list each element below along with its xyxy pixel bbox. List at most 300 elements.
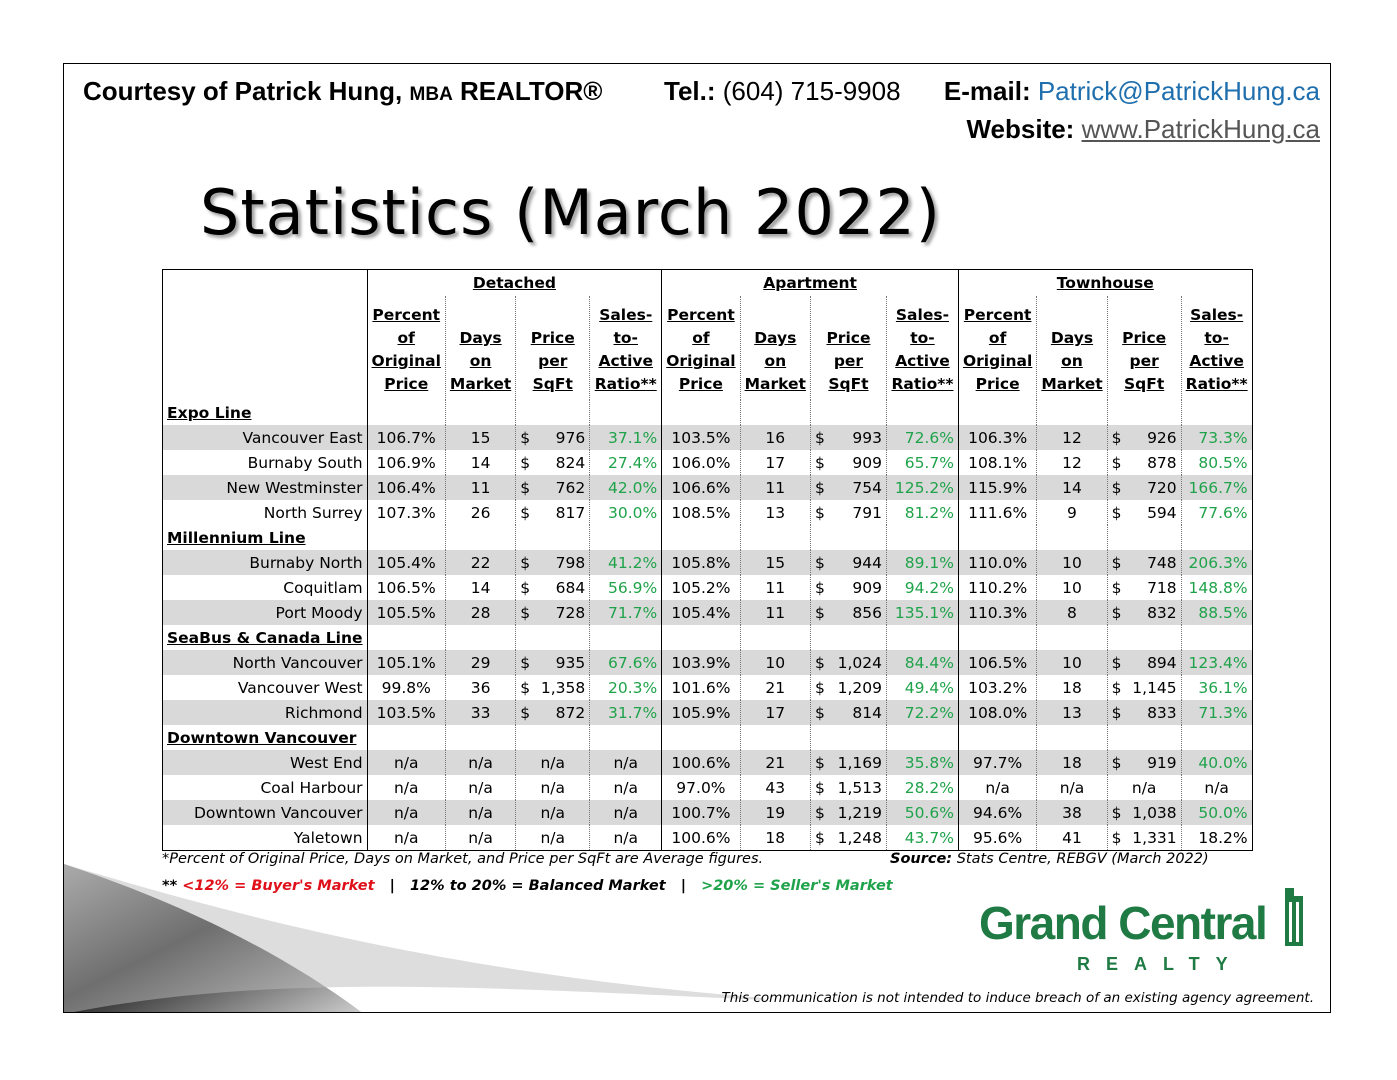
legend-separator: | xyxy=(680,878,686,894)
dollar-sign: $ xyxy=(1111,703,1122,722)
percent-original-price: 105.4% xyxy=(367,550,445,575)
empty-cell xyxy=(662,525,740,550)
percent-original-price: 106.4% xyxy=(367,475,445,500)
dollar-sign: $ xyxy=(520,703,531,722)
decorative-swoosh xyxy=(64,864,764,1013)
sales-to-active-ratio: 49.4% xyxy=(886,675,958,700)
price-value: 833 xyxy=(1147,703,1177,722)
sales-to-active-ratio: 148.8% xyxy=(1188,578,1248,597)
area-name: New Westminster xyxy=(163,475,368,500)
price-per-sqft xyxy=(516,650,590,675)
empty-cell xyxy=(958,625,1036,650)
price-per-sqft xyxy=(810,600,886,625)
sales-to-active-ratio: 71.3% xyxy=(1181,700,1252,725)
area-name: Yaletown xyxy=(163,825,368,851)
price-value: 1,248 xyxy=(837,828,882,847)
days-on-market: 10 xyxy=(1037,650,1107,675)
days-on-market: 11 xyxy=(740,575,810,600)
sales-to-active-ratio: 40.0% xyxy=(1181,750,1252,775)
empty-cell xyxy=(886,725,958,750)
sales-to-active-ratio: 41.2% xyxy=(590,550,662,575)
sales-to-active-ratio: 123.4% xyxy=(1181,650,1252,675)
area-name: Richmond xyxy=(163,700,368,725)
sales-to-active-ratio: 84.4% xyxy=(886,650,958,675)
days-on-market: 19 xyxy=(740,800,810,825)
percent-original-price: 94.6% xyxy=(958,800,1036,825)
price-value: 944 xyxy=(852,553,882,572)
empty-cell xyxy=(590,525,662,550)
table-row xyxy=(163,500,1253,525)
percent-original-price: 110.2% xyxy=(958,575,1036,600)
days-on-market: 13 xyxy=(740,500,810,525)
price-value: 1,038 xyxy=(1132,803,1177,822)
sales-to-active-ratio: 166.7% xyxy=(1181,475,1252,500)
price-per-sqft: n/a xyxy=(516,800,590,825)
days-on-market: 21 xyxy=(740,675,810,700)
dollar-sign: $ xyxy=(814,803,825,822)
empty-cell xyxy=(810,625,886,650)
price-per-sqft xyxy=(1107,600,1181,625)
empty-cell xyxy=(367,625,445,650)
price-per-sqft: n/a xyxy=(516,825,590,851)
price-value: 824 xyxy=(555,453,586,472)
days-on-market: 14 xyxy=(1037,475,1107,500)
sales-to-active-ratio: 72.2% xyxy=(886,700,958,725)
legend-seller: >20% = Seller's Market xyxy=(701,878,893,894)
realtor-text: REALTOR® xyxy=(460,76,603,106)
percent-original-price: 103.2% xyxy=(958,675,1036,700)
percent-original-price: 106.3% xyxy=(958,425,1036,450)
sales-to-active-ratio: 77.6% xyxy=(1198,503,1248,522)
price-value: 926 xyxy=(1147,428,1177,447)
percent-original-price: 110.0% xyxy=(958,550,1036,575)
percent-original-price: n/a xyxy=(367,800,445,825)
area-name: North Vancouver xyxy=(163,650,368,675)
price-value: 909 xyxy=(852,578,882,597)
empty-cell xyxy=(367,525,445,550)
column-header: Price per SqFt xyxy=(810,296,886,400)
sales-to-active-ratio: 28.2% xyxy=(886,775,958,800)
price-value: 814 xyxy=(852,703,882,722)
column-header: Sales- to- Active Ratio** xyxy=(590,296,662,400)
price-per-sqft xyxy=(516,675,590,700)
dollar-sign: $ xyxy=(814,553,825,572)
days-on-market: n/a xyxy=(1037,775,1107,800)
sales-to-active-ratio: 135.1% xyxy=(886,600,958,625)
area-name: Burnaby South xyxy=(163,450,368,475)
sales-to-active-ratio: 50.0% xyxy=(1181,800,1252,825)
empty-cell xyxy=(1181,625,1252,650)
percent-original-price: 100.6% xyxy=(662,825,740,851)
area-column-header xyxy=(163,296,368,400)
empty-cell xyxy=(516,400,590,425)
empty-cell xyxy=(516,625,590,650)
dollar-sign: $ xyxy=(1111,828,1122,847)
dollar-sign: $ xyxy=(814,453,825,472)
column-header: Percent of Original Price xyxy=(958,296,1036,400)
empty-cell xyxy=(810,525,886,550)
price-value: 798 xyxy=(555,553,586,572)
section-name: Expo Line xyxy=(163,400,368,425)
dollar-sign: $ xyxy=(520,578,531,597)
price-per-sqft xyxy=(1107,700,1181,725)
days-on-market: 43 xyxy=(740,775,810,800)
email xyxy=(944,76,1320,107)
price-per-sqft xyxy=(516,450,590,475)
price-per-sqft xyxy=(516,500,590,525)
days-on-market: 18 xyxy=(1037,675,1107,700)
area-name: Vancouver West xyxy=(163,675,368,700)
empty-cell xyxy=(1107,400,1181,425)
percent-original-price: 106.0% xyxy=(662,450,740,475)
price-per-sqft xyxy=(1107,675,1181,700)
percent-original-price: 108.0% xyxy=(958,700,1036,725)
area-name: North Surrey xyxy=(163,500,368,525)
empty-cell xyxy=(1107,625,1181,650)
sales-to-active-ratio: 37.1% xyxy=(590,425,662,450)
days-on-market: 10 xyxy=(1037,550,1107,575)
price-per-sqft xyxy=(1107,825,1181,851)
empty-cell xyxy=(662,400,740,425)
percent-original-price: 115.9% xyxy=(958,475,1036,500)
table-row xyxy=(163,600,1253,625)
email-label: E-mail: xyxy=(943,76,1031,106)
empty-cell xyxy=(1181,400,1252,425)
dollar-sign: $ xyxy=(1111,678,1122,697)
dollar-sign: $ xyxy=(814,703,825,722)
percent-original-price: n/a xyxy=(367,825,445,851)
legend-separator: | xyxy=(389,878,395,894)
section-row xyxy=(163,525,1253,550)
sales-to-active-ratio: n/a xyxy=(590,800,662,825)
section-row xyxy=(163,400,1253,425)
price-value: 909 xyxy=(852,453,882,472)
dollar-sign: $ xyxy=(520,653,531,672)
sales-to-active-ratio: 206.3% xyxy=(1181,550,1252,575)
source-label: Source: xyxy=(890,851,953,867)
days-on-market: 12 xyxy=(1037,450,1107,475)
price-per-sqft xyxy=(1107,475,1181,500)
empty-cell xyxy=(662,625,740,650)
sales-to-active-ratio: 36.1% xyxy=(1198,678,1248,697)
empty-cell xyxy=(590,625,662,650)
percent-original-price: 103.5% xyxy=(662,425,740,450)
column-header: Days on Market xyxy=(1037,296,1107,400)
days-on-market: 11 xyxy=(445,475,515,500)
footnote: *Percent of Original Price, Days on Market, and Price per SqFt are Average figures. xyxy=(162,851,764,867)
column-header: Sales- to- Active Ratio** xyxy=(886,296,958,400)
dollar-sign: $ xyxy=(814,428,825,447)
price-per-sqft xyxy=(516,575,590,600)
empty-cell xyxy=(886,625,958,650)
price-per-sqft xyxy=(810,800,886,825)
group-apartment: Apartment xyxy=(662,270,959,297)
dollar-sign: $ xyxy=(1111,578,1122,597)
legend-buyer: <12% = Buyer's Market xyxy=(182,878,375,894)
dollar-sign: $ xyxy=(520,503,531,522)
empty-cell xyxy=(886,525,958,550)
percent-original-price: 105.1% xyxy=(367,650,445,675)
dollar-sign: $ xyxy=(520,603,531,622)
sales-to-active-ratio: 18.2% xyxy=(1198,828,1248,847)
price-value: 817 xyxy=(555,503,586,522)
page-frame xyxy=(63,63,1331,1013)
days-on-market: 10 xyxy=(740,650,810,675)
price-value: 935 xyxy=(555,653,586,672)
price-value: 594 xyxy=(1147,503,1177,522)
percent-original-price: 103.5% xyxy=(367,700,445,725)
section-row xyxy=(163,725,1253,750)
column-header: Sales- to- Active Ratio** xyxy=(1181,296,1252,400)
days-on-market: 16 xyxy=(740,425,810,450)
days-on-market: 15 xyxy=(740,550,810,575)
days-on-market: n/a xyxy=(445,750,515,775)
price-value: 1,145 xyxy=(1132,678,1177,697)
percent-original-price: 110.3% xyxy=(958,600,1036,625)
price-per-sqft xyxy=(810,550,886,575)
area-name: Vancouver East xyxy=(163,425,368,450)
dollar-sign: $ xyxy=(1111,803,1122,822)
days-on-market: n/a xyxy=(445,775,515,800)
price-value: 728 xyxy=(555,603,586,622)
area-name: Coquitlam xyxy=(163,575,368,600)
group-header-row xyxy=(163,270,1253,297)
sales-to-active-ratio: 73.3% xyxy=(1181,425,1252,450)
sales-to-active-ratio: 31.7% xyxy=(590,700,662,725)
area-name: Downtown Vancouver xyxy=(163,800,368,825)
column-header: Percent of Original Price xyxy=(662,296,740,400)
days-on-market: 14 xyxy=(445,575,515,600)
price-value: 1,169 xyxy=(837,753,882,772)
percent-original-price: n/a xyxy=(367,775,445,800)
dollar-sign: $ xyxy=(520,678,531,697)
sales-to-active-ratio: 71.7% xyxy=(590,600,662,625)
price-per-sqft xyxy=(516,550,590,575)
dollar-sign: $ xyxy=(1111,603,1122,622)
column-header-row xyxy=(163,296,1253,400)
empty-cell xyxy=(810,400,886,425)
price-value: 1,331 xyxy=(1132,828,1177,847)
sales-to-active-ratio: 88.5% xyxy=(1181,600,1252,625)
area-name: Port Moody xyxy=(163,600,368,625)
empty-cell xyxy=(740,625,810,650)
dollar-sign: $ xyxy=(520,478,531,497)
price-value: 754 xyxy=(852,478,882,497)
sales-to-active-ratio: 65.7% xyxy=(886,450,958,475)
source-text: Stats Centre, REBGV (March 2022) xyxy=(956,851,1209,867)
dollar-sign: $ xyxy=(814,478,825,497)
empty-cell xyxy=(810,725,886,750)
price-per-sqft xyxy=(810,775,886,800)
empty-cell xyxy=(958,400,1036,425)
table-row xyxy=(163,675,1253,700)
days-on-market: 38 xyxy=(1037,800,1107,825)
percent-original-price: 108.1% xyxy=(958,450,1036,475)
price-per-sqft xyxy=(1107,450,1181,475)
percent-original-price: 106.5% xyxy=(958,650,1036,675)
column-header: Days on Market xyxy=(740,296,810,400)
section-name: Millennium Line xyxy=(163,525,368,550)
empty-cell xyxy=(516,725,590,750)
sales-to-active-ratio: 20.3% xyxy=(590,675,662,700)
table-row xyxy=(163,550,1253,575)
page-title: Statistics (March 2022) xyxy=(200,176,941,249)
days-on-market: n/a xyxy=(445,800,515,825)
percent-original-price: 105.5% xyxy=(367,600,445,625)
days-on-market: 9 xyxy=(1037,500,1107,525)
days-on-market: 8 xyxy=(1037,600,1107,625)
percent-original-price: 111.6% xyxy=(958,500,1036,525)
table-row xyxy=(163,425,1253,450)
price-value: 684 xyxy=(555,578,586,597)
legend-balanced: 12% to 20% = Balanced Market xyxy=(409,878,666,894)
logo-name: Grand Central xyxy=(979,897,1267,949)
percent-original-price: 103.9% xyxy=(662,650,740,675)
percent-original-price: 97.7% xyxy=(958,750,1036,775)
price-value: 894 xyxy=(1147,653,1177,672)
empty-cell xyxy=(445,625,515,650)
empty-cell xyxy=(1037,725,1107,750)
area-name: Burnaby North xyxy=(163,550,368,575)
price-value: 872 xyxy=(555,703,586,722)
percent-original-price: 106.5% xyxy=(367,575,445,600)
tel-number[interactable]: (604) 715-9908 xyxy=(722,76,901,106)
price-value: 832 xyxy=(1147,603,1177,622)
dollar-sign: $ xyxy=(814,678,825,697)
sales-to-active-ratio: 56.9% xyxy=(590,575,662,600)
sales-to-active-ratio: 80.5% xyxy=(1198,453,1248,472)
empty-cell xyxy=(367,400,445,425)
days-on-market: 17 xyxy=(740,450,810,475)
price-per-sqft xyxy=(1107,550,1181,575)
table-row xyxy=(163,700,1253,725)
price-value: 720 xyxy=(1147,478,1177,497)
price-per-sqft xyxy=(810,575,886,600)
empty-cell xyxy=(1181,525,1252,550)
website xyxy=(966,114,1320,145)
price-per-sqft: n/a xyxy=(516,750,590,775)
sales-to-active-ratio: 42.0% xyxy=(590,475,662,500)
price-per-sqft xyxy=(1107,425,1181,450)
price-per-sqft xyxy=(516,475,590,500)
price-value: 1,513 xyxy=(837,778,882,797)
section-name: SeaBus & Canada Line xyxy=(163,625,368,650)
empty-cell xyxy=(1181,725,1252,750)
table-row xyxy=(163,475,1253,500)
disclaimer: This communication is not intended to induce breach of an existing agency agreement. xyxy=(721,990,1314,1006)
price-per-sqft xyxy=(810,825,886,851)
days-on-market: 33 xyxy=(445,700,515,725)
dollar-sign: $ xyxy=(1111,753,1122,772)
empty-cell xyxy=(367,725,445,750)
percent-original-price: 100.7% xyxy=(662,800,740,825)
table-body xyxy=(163,400,1253,851)
dollar-sign: $ xyxy=(1111,478,1122,497)
sales-to-active-ratio: 125.2% xyxy=(886,475,958,500)
dollar-sign: $ xyxy=(814,653,825,672)
statistics-table xyxy=(162,269,1253,851)
days-on-market: 17 xyxy=(740,700,810,725)
table-row xyxy=(163,800,1253,825)
percent-original-price: 105.9% xyxy=(662,700,740,725)
empty-cell xyxy=(958,725,1036,750)
price-value: 919 xyxy=(1147,753,1177,772)
empty-cell xyxy=(1107,525,1181,550)
percent-original-price: n/a xyxy=(958,775,1036,800)
price-value: 748 xyxy=(1147,553,1177,572)
area-name: West End xyxy=(163,750,368,775)
price-value: 1,358 xyxy=(540,678,586,697)
section-row xyxy=(163,625,1253,650)
sales-to-active-ratio: n/a xyxy=(590,825,662,851)
sales-to-active-ratio: 67.6% xyxy=(590,650,662,675)
days-on-market: 15 xyxy=(445,425,515,450)
price-value: 1,209 xyxy=(837,678,882,697)
percent-original-price: 100.6% xyxy=(662,750,740,775)
days-on-market: 28 xyxy=(445,600,515,625)
percent-original-price: 106.9% xyxy=(367,450,445,475)
price-per-sqft xyxy=(810,750,886,775)
empty-cell xyxy=(445,400,515,425)
logo xyxy=(979,896,1299,976)
empty-cell xyxy=(1037,400,1107,425)
price-value: 993 xyxy=(852,428,882,447)
column-header: Percent of Original Price xyxy=(367,296,445,400)
empty-cell xyxy=(445,525,515,550)
table-row xyxy=(163,575,1253,600)
email-link[interactable]: Patrick@PatrickHung.ca xyxy=(1037,76,1320,106)
empty-cell xyxy=(1107,725,1181,750)
empty-cell xyxy=(516,525,590,550)
days-on-market: 14 xyxy=(445,450,515,475)
empty-cell xyxy=(740,400,810,425)
price-per-sqft xyxy=(516,600,590,625)
price-per-sqft xyxy=(1107,650,1181,675)
tel-label: Tel.: xyxy=(664,76,716,106)
percent-original-price: 106.7% xyxy=(367,425,445,450)
price-per-sqft xyxy=(810,700,886,725)
sales-to-active-ratio: 50.6% xyxy=(886,800,958,825)
dollar-sign: $ xyxy=(814,603,825,622)
website-link[interactable]: www.PatrickHung.ca xyxy=(1081,114,1320,144)
source-note xyxy=(890,851,1209,867)
dollar-sign: $ xyxy=(814,778,825,797)
dollar-sign: $ xyxy=(814,753,825,772)
price-per-sqft xyxy=(1107,575,1181,600)
price-value: 878 xyxy=(1147,453,1177,472)
dollar-sign: $ xyxy=(1111,453,1122,472)
column-header: Price per SqFt xyxy=(516,296,590,400)
sales-to-active-ratio: n/a xyxy=(590,750,662,775)
group-detached: Detached xyxy=(367,270,662,297)
price-value: 976 xyxy=(555,428,586,447)
sales-to-active-ratio: 35.8% xyxy=(886,750,958,775)
building-icon xyxy=(1283,888,1305,946)
sales-to-active-ratio: n/a xyxy=(590,775,662,800)
telephone xyxy=(664,76,901,107)
designation: MBA xyxy=(409,84,453,105)
days-on-market: 13 xyxy=(1037,700,1107,725)
days-on-market: 36 xyxy=(445,675,515,700)
price-per-sqft xyxy=(810,675,886,700)
empty-cell xyxy=(445,725,515,750)
percent-original-price: 99.8% xyxy=(367,675,445,700)
sales-to-active-ratio: 43.7% xyxy=(886,825,958,851)
days-on-market: 18 xyxy=(740,825,810,851)
column-header: Days on Market xyxy=(445,296,515,400)
dollar-sign: $ xyxy=(814,503,825,522)
days-on-market: n/a xyxy=(445,825,515,851)
